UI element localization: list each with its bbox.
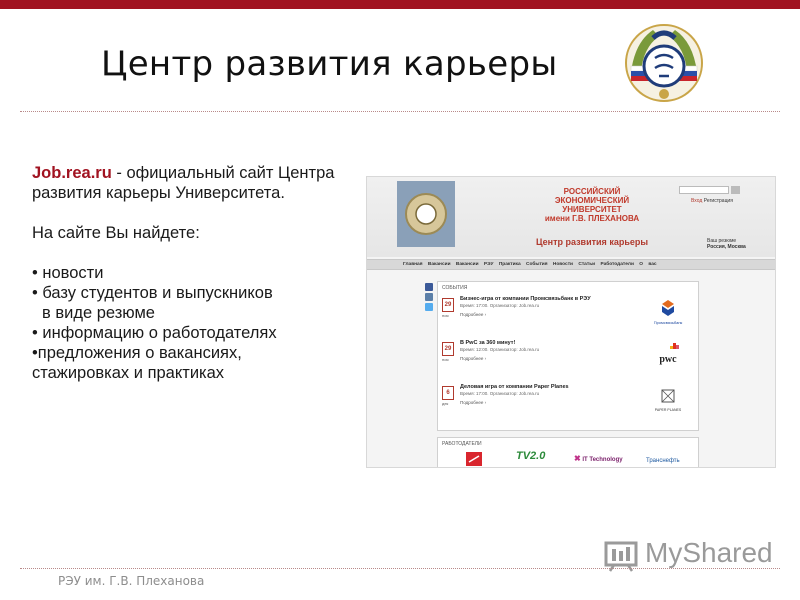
site-nav-item[interactable]: Практика [498, 262, 521, 267]
calendar-icon [442, 298, 454, 312]
bullet-item-continuation: в виде резюме [42, 304, 155, 322]
top-accent-bar [0, 0, 800, 9]
bullet-item: • базу студентов и выпускников [32, 284, 273, 302]
site-employers-panel [437, 437, 699, 468]
event-month: ноя [442, 313, 449, 318]
event-day: 6 [446, 390, 450, 396]
calendar-icon [442, 342, 454, 356]
site-resume-box [707, 238, 747, 250]
description-block [32, 163, 362, 383]
myshared-watermark: MyShared [645, 537, 773, 568]
employer-logo-it-technology[interactable] [574, 450, 634, 468]
site-employers-heading: РАБОТОДАТЕЛИ [442, 441, 482, 447]
site-search-button[interactable] [731, 186, 740, 194]
title-divider [20, 111, 780, 112]
calendar-icon [442, 386, 454, 400]
lead-text: На сайте Вы найдете: [32, 224, 200, 242]
event-meta: Время: 17:00. Организатор: Job.rea.ru [460, 303, 540, 308]
event-meta: Время: 17:00. Организатор: Job.rea.ru [460, 391, 540, 396]
site-register-link[interactable]: Регистрация [703, 198, 733, 204]
pwc-logo-icon [648, 342, 688, 372]
event-more-link[interactable]: Подробнее › [460, 356, 487, 361]
event-day: 29 [444, 346, 452, 352]
employer-logo-label: IT Technology [582, 457, 623, 463]
site-event-item[interactable] [442, 382, 694, 422]
site-events-panel [437, 281, 699, 431]
event-logo-label: Промсвязьбанк [653, 320, 683, 325]
event-more-link[interactable]: Подробнее › [460, 312, 487, 317]
event-logo-label: pwc [659, 354, 677, 365]
twitter-icon[interactable] [425, 303, 433, 311]
bullet-item-continuation: стажировках и практиках [32, 364, 225, 382]
site-title: Центр развития карьеры [535, 237, 649, 247]
event-month: ноя [442, 357, 449, 362]
event-month: дек [442, 401, 449, 406]
event-meta: Время: 12:00. Организатор: Job.rea.ru [460, 347, 540, 352]
site-nav-item[interactable]: Статьи [578, 262, 596, 267]
site-emblem-icon [397, 181, 455, 247]
footer-divider [20, 568, 780, 569]
site-resume-label: Ваш резюме [707, 238, 737, 244]
bullet-item: •предложения о вакансиях, [32, 344, 242, 362]
paper-planes-logo-icon [648, 386, 688, 416]
site-events-heading: СОБЫТИЯ [442, 285, 468, 291]
site-nav-bar [367, 259, 776, 270]
event-title[interactable]: В PwC за 360 минут! [460, 340, 516, 346]
site-nav-item[interactable]: Работодатели [600, 262, 634, 267]
university-emblem [623, 22, 705, 104]
employer-logo-tv2[interactable]: TV2.0 [516, 450, 546, 462]
site-login-link[interactable]: Вход [691, 198, 703, 204]
event-day: 29 [444, 302, 452, 308]
site-nav-item[interactable]: Вакансии РЭУ [455, 262, 494, 267]
event-title[interactable]: Деловая игра от компании Paper Planes [460, 384, 569, 390]
event-logo-label: PAPER PLANES [654, 408, 682, 412]
slide-title: Центр развития карьеры [101, 44, 558, 84]
bullet-item: • новости [32, 264, 104, 282]
event-more-link[interactable]: Подробнее › [460, 400, 487, 405]
site-nav-item[interactable]: Вакансии [427, 262, 451, 267]
employer-logo-icon[interactable] [464, 450, 484, 468]
intro-paragraph [32, 163, 362, 203]
site-event-item[interactable] [442, 338, 694, 378]
vk-icon[interactable] [425, 293, 433, 301]
site-nav-item[interactable]: События [525, 262, 548, 267]
site-nav-item[interactable]: Новости [552, 262, 574, 267]
bullet-item: • информацию о работодателях [32, 324, 277, 342]
event-title[interactable]: Бизнес-игра от компании Промсвязьбанк в РЭУ [460, 296, 591, 302]
website-screenshot [366, 176, 776, 468]
promsvyazbank-logo-icon [648, 298, 688, 328]
site-nav-item[interactable]: О вас [639, 262, 657, 267]
site-link[interactable]: Job.rea.ru [32, 164, 112, 182]
employer-logo-transneft[interactable] [646, 450, 690, 468]
employer-logo-label: Транснефть [646, 458, 680, 464]
intro-text: - официальный сайт Центра развития карьеры Университета. [32, 164, 335, 202]
site-city-label: Россия, Москва [707, 244, 746, 250]
site-event-item[interactable] [442, 294, 694, 334]
footer-text: РЭУ им. Г.В. Плеханова [58, 574, 205, 588]
site-university-name: РОССИЙСКИЙ ЭКОНОМИЧЕСКИЙ УНИВЕРСИТЕТ имени Г.В. ПЛЕХАНОВА [544, 187, 640, 223]
site-search-input[interactable] [679, 186, 729, 194]
facebook-icon[interactable] [425, 283, 433, 291]
site-auth-links [691, 198, 733, 204]
site-nav-items [403, 262, 657, 267]
site-header [367, 177, 776, 257]
site-nav-item[interactable]: Главная [403, 262, 423, 267]
it-technology-icon: ✖ [574, 454, 581, 463]
